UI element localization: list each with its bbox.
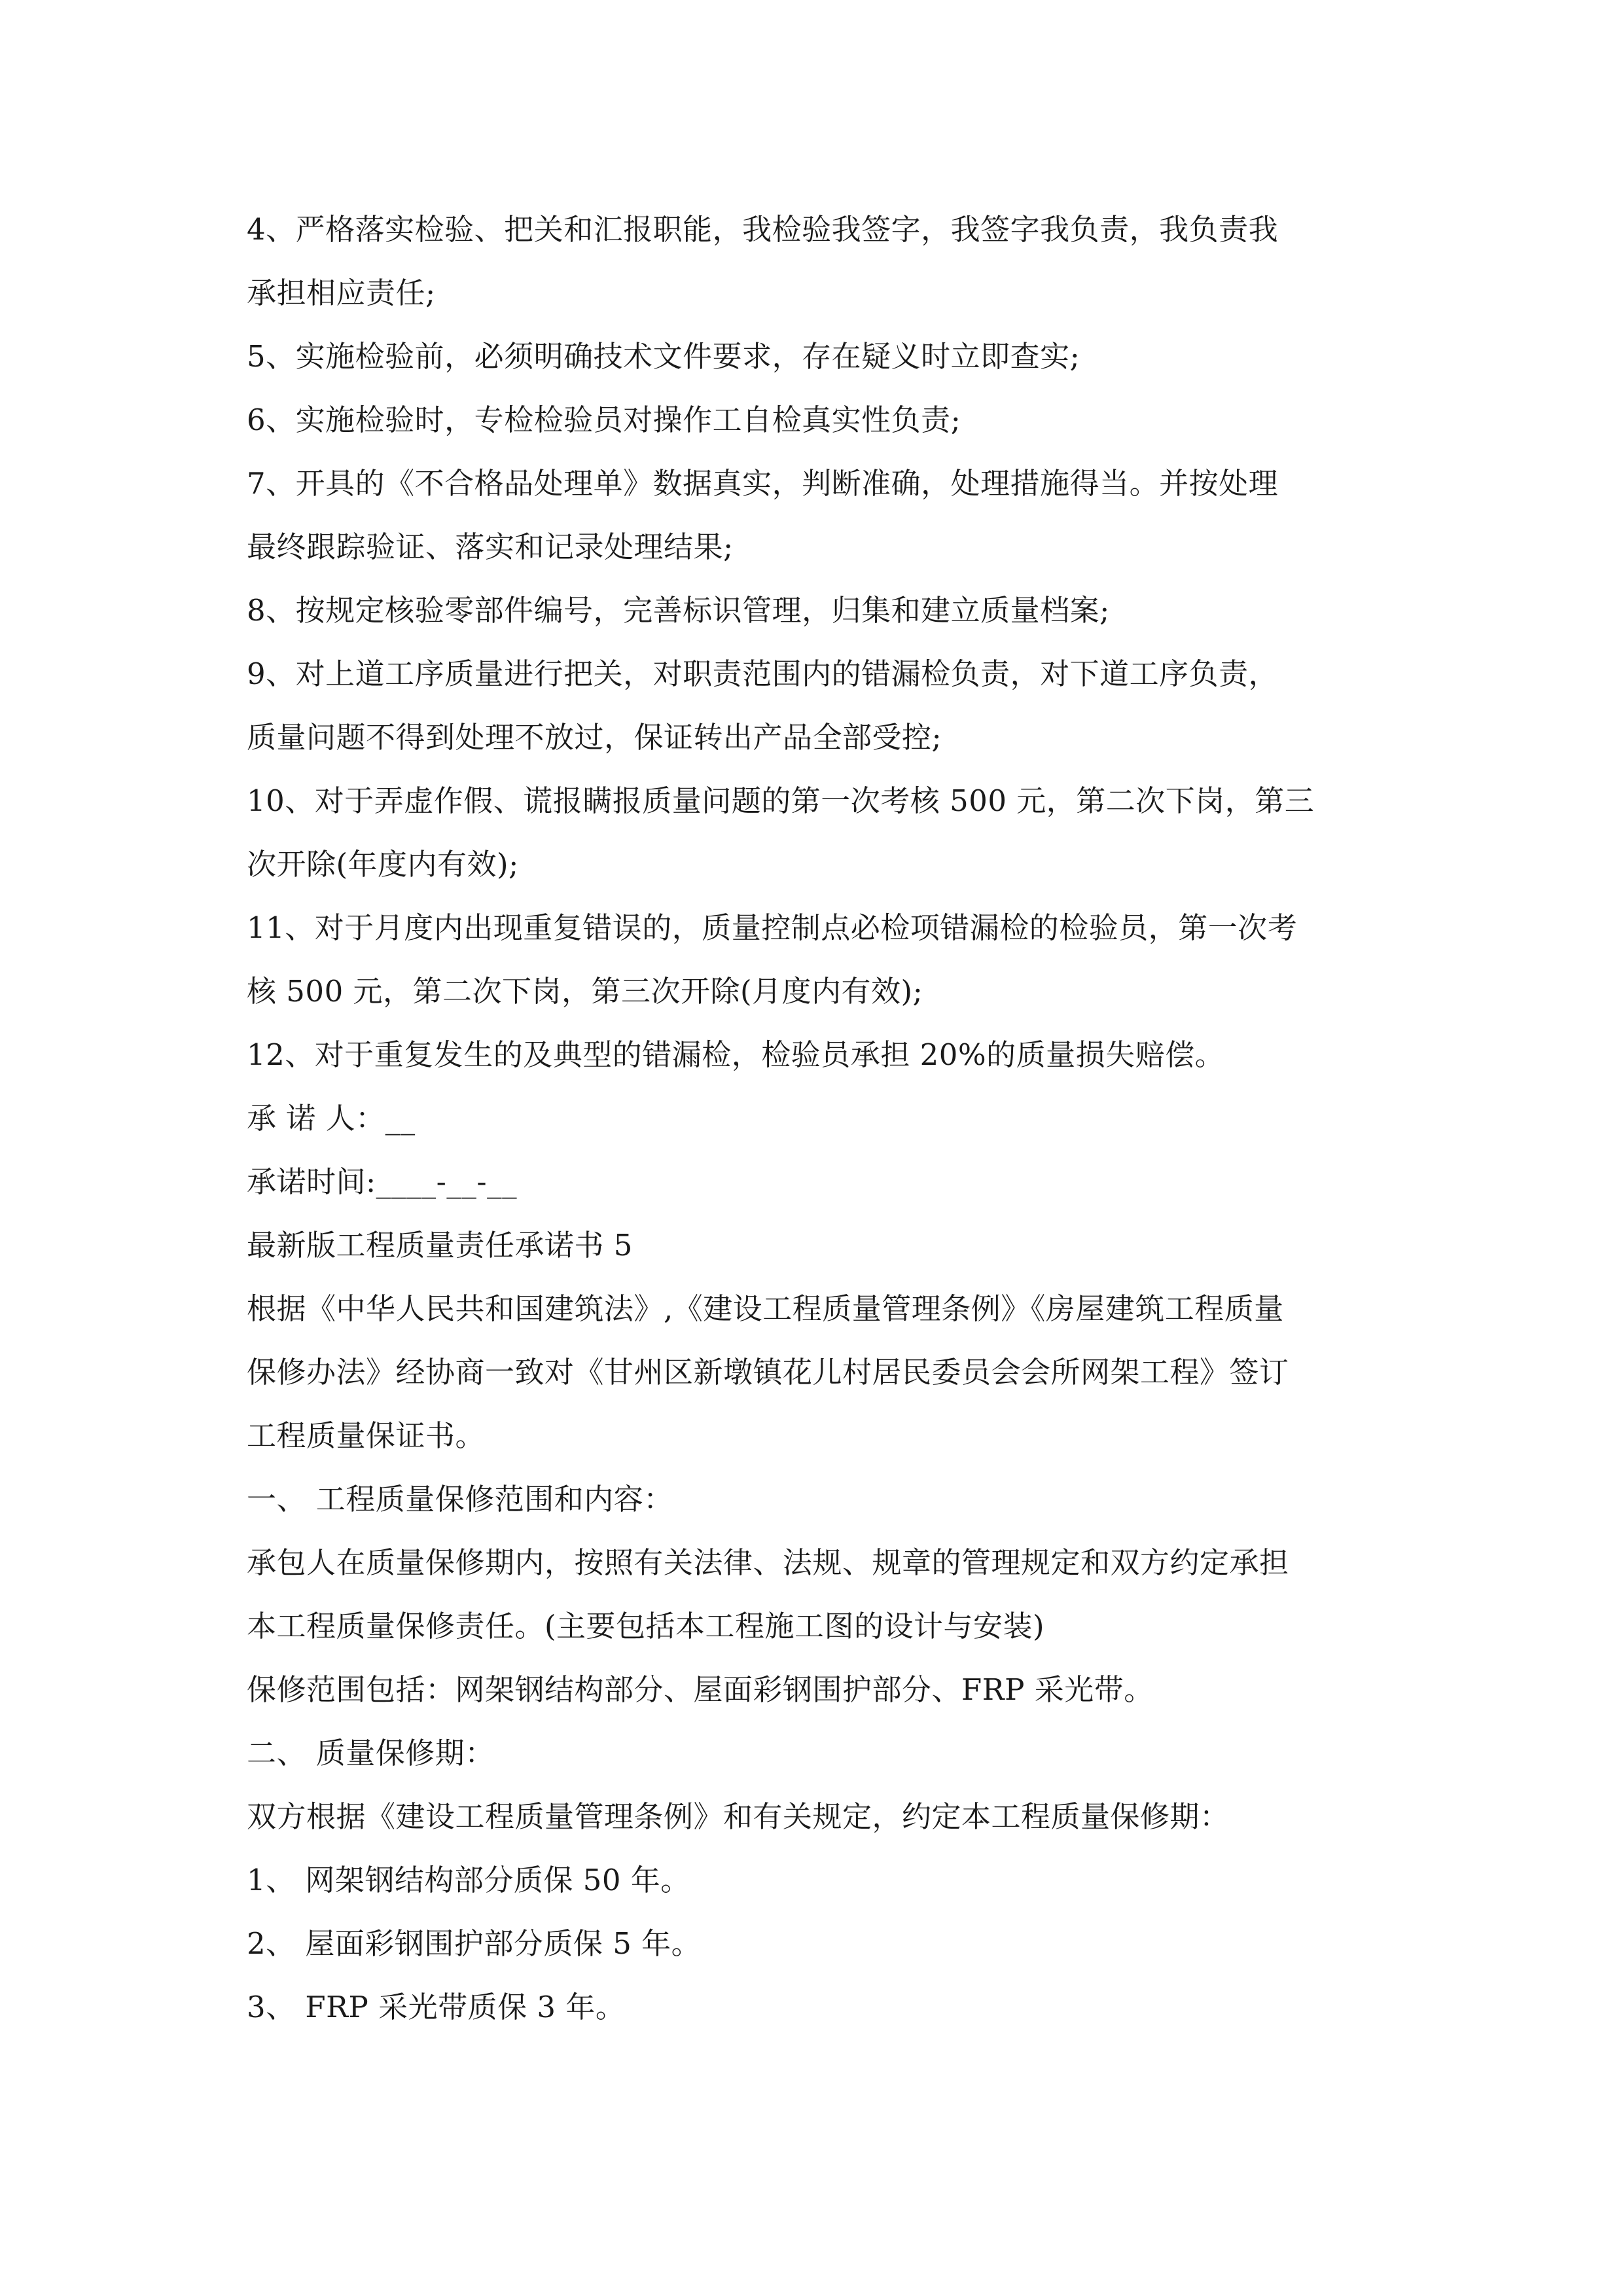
paragraph-line: 承包人在质量保修期内，按照有关法律、法规、规章的管理规定和双方约定承担	[247, 1545, 1289, 1580]
paragraph-line: 5、实施检验前，必须明确技术文件要求，存在疑义时立即查实;	[247, 339, 1080, 374]
paragraph-line: 根据《中华人民共和国建筑法》,《建设工程质量管理条例》《房屋建筑工程质量	[247, 1291, 1284, 1326]
paragraph-line: 次开除(年度内有效);	[247, 847, 519, 882]
paragraph-line: 保修范围包括：网架钢结构部分、屋面彩钢围护部分、FRP 采光带。	[247, 1672, 1154, 1707]
paragraph-line: 9、对上道工序质量进行把关，对职责范围内的错漏检负责，对下道工序负责，	[247, 656, 1279, 691]
paragraph-line: 最终跟踪验证、落实和记录处理结果;	[247, 529, 734, 564]
paragraph-line: 核 500 元，第二次下岗，第三次开除(月度内有效);	[247, 974, 923, 1009]
list-item: 2、 屋面彩钢围护部分质保 5 年。	[247, 1926, 702, 1961]
paragraph-line: 4、严格落实检验、把关和汇报职能，我检验我签字，我签字我负责，我负责我	[247, 212, 1279, 247]
paragraph-line: 6、实施检验时，专检检验员对操作工自检真实性负责;	[247, 403, 961, 437]
promise-date-line: 承诺时间:____-__-__	[247, 1164, 518, 1199]
paragraph-line: 7、开具的《不合格品处理单》数据真实，判断准确，处理措施得当。并按处理	[247, 466, 1279, 501]
section-heading: 二、 质量保修期：	[247, 1736, 495, 1770]
paragraph-line: 双方根据《建设工程质量管理条例》和有关规定，约定本工程质量保修期：	[247, 1799, 1230, 1834]
paragraph-line: 承担相应责任;	[247, 276, 436, 310]
promisor-signature-line: 承 诺 人：__	[247, 1101, 416, 1136]
section-heading: 一、 工程质量保修范围和内容：	[247, 1482, 673, 1516]
paragraph-line: 工程质量保证书。	[247, 1418, 486, 1453]
paragraph-line: 质量问题不得到处理不放过，保证转出产品全部受控;	[247, 720, 942, 755]
paragraph-line: 11、对于月度内出现重复错误的，质量控制点必检项错漏检的检验员，第一次考	[247, 910, 1298, 945]
paragraph-line: 本工程质量保修责任。(主要包括本工程施工图的设计与安装)	[247, 1609, 1045, 1643]
paragraph-line: 12、对于重复发生的及典型的错漏检，检验员承担 20%的质量损失赔偿。	[247, 1037, 1225, 1072]
list-item: 1、 网架钢结构部分质保 50 年。	[247, 1863, 690, 1897]
paragraph-line: 10、对于弄虚作假、谎报瞒报质量问题的第一次考核 500 元，第二次下岗，第三	[247, 783, 1315, 818]
list-item: 3、 FRP 采光带质保 3 年。	[247, 1990, 626, 2024]
section-title: 最新版工程质量责任承诺书 5	[247, 1228, 633, 1263]
document-body	[247, 198, 1379, 2039]
paragraph-line: 保修办法》经协商一致对《甘州区新墩镇花儿村居民委员会会所网架工程》签订	[247, 1355, 1289, 1390]
paragraph-line: 8、按规定核验零部件编号，完善标识管理，归集和建立质量档案;	[247, 593, 1110, 628]
